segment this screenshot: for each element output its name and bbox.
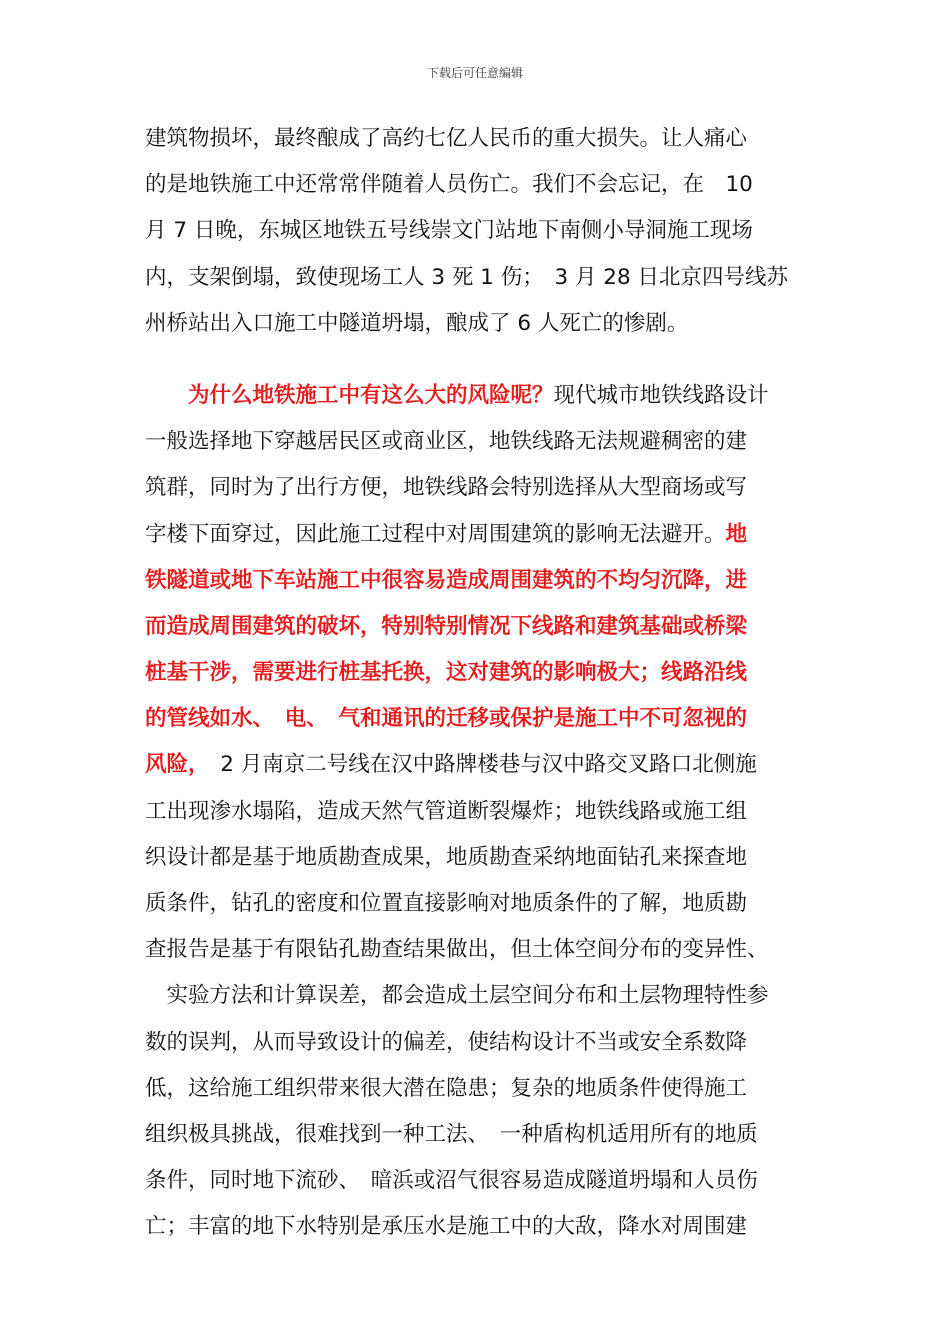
text-line	[145, 255, 810, 301]
text-line	[145, 558, 810, 604]
body-text: 亡；丰富的地下水特别是承压水是施工中的大敌，降水对周围建	[145, 1214, 748, 1240]
highlighted-text: 地	[725, 521, 748, 547]
text-line	[145, 696, 810, 742]
highlighted-text: 铁隧道或地下车站施工中很容易造成周围建筑的不均匀沉降，进	[145, 567, 748, 593]
body-text: 工出现渗水塌陷，造成天然气管道断裂爆炸；地铁线路或施工组	[145, 798, 748, 824]
highlighted-text: 为什么地铁施工中有这么大的风险呢？	[145, 382, 554, 408]
body-text: 建筑物损坏，最终酿成了高约七亿人民币的重大损失。让人痛心	[145, 126, 748, 151]
document-body	[145, 116, 810, 1251]
body-text: 查报告是基于有限钻孔勘查结果做出，但土体空间分布的变异性、	[145, 937, 769, 963]
body-text: 数的误判，从而导致设计的偏差，使结构设计不当或安全系数降	[145, 1029, 748, 1055]
text-line	[145, 973, 810, 1019]
text-line	[145, 881, 810, 927]
body-text: 质条件，钻孔的密度和位置直接影响对地质条件的了解，地质勘	[145, 891, 748, 916]
text-line	[145, 116, 810, 162]
text-line	[145, 512, 810, 558]
body-text: 字楼下面穿过，因此施工过程中对周围建筑的影响无法避开。	[145, 521, 726, 547]
body-text: 筑群，同时为了出行方便，地铁线路会特别选择从大型商场或写	[145, 475, 748, 501]
paragraph-2	[145, 373, 810, 1251]
text-line	[145, 208, 810, 254]
text-line	[145, 1112, 810, 1158]
body-text: 一般选择地下穿越居民区或商业区，地铁线路无法规避稠密的建	[145, 429, 748, 455]
body-text: 现代城市地铁线路设计	[553, 382, 769, 408]
paragraph-1	[145, 116, 810, 347]
text-line	[145, 789, 810, 835]
text-line	[145, 650, 810, 696]
body-text: 内，支架倒塌，致使现场工人 3 死 1 伤； 3 月 28 日北京四号线苏	[145, 264, 788, 290]
body-text: 低，这给施工组织带来很大潜在隐患；复杂的地质条件使得施工	[145, 1075, 748, 1101]
body-text: 的是地铁施工中还常常伴随着人员伤亡。我们不会忘记，在 10	[145, 172, 753, 198]
highlighted-text: 而造成周围建筑的破坏，特别特别情况下线路和建筑基础或桥梁	[145, 613, 748, 639]
text-line	[145, 1020, 810, 1066]
body-text: 织设计都是基于地质勘查成果，地质勘查采纳地面钻孔来探查地	[145, 844, 748, 870]
body-text: 月 7 日晚，东城区地铁五号线崇文门站地下南侧小导洞施工现场	[145, 218, 753, 244]
highlighted-text: 桩基干涉，需要进行桩基托换，这对建筑的影响极大；线路沿线	[145, 660, 748, 686]
text-line	[145, 604, 810, 650]
text-line	[145, 373, 810, 419]
body-text: 2 月南京二号线在汉中路牌楼巷与汉中路交叉路口北侧施	[198, 752, 757, 778]
text-line	[145, 742, 810, 788]
text-line	[145, 301, 810, 347]
text-line	[145, 1066, 810, 1112]
text-line	[145, 419, 810, 465]
body-text: 州桥站出入口施工中隧道坍塌，酿成了 6 人死亡的惨剧。	[145, 310, 689, 336]
highlighted-text: 风险，	[145, 752, 199, 778]
paragraph-gap	[145, 347, 810, 373]
text-line	[145, 1204, 810, 1250]
body-text: 实验方法和计算误差，都会造成土层空间分布和土层物理特性参	[145, 983, 769, 1009]
highlighted-text: 的管线如水、 电、 气和通讯的迁移或保护是施工中不可忽视的	[145, 706, 748, 732]
text-line	[145, 927, 810, 973]
text-line	[145, 1158, 810, 1204]
text-line	[145, 162, 810, 208]
text-line	[145, 465, 810, 511]
text-line	[145, 835, 810, 881]
page-header: 下载后可任意编辑	[426, 66, 523, 80]
body-text: 组织极具挑战，很难找到一种工法、 一种盾构机适用所有的地质	[145, 1121, 758, 1147]
body-text: 条件，同时地下流砂、 暗浜或沼气很容易造成隧道坍塌和人员伤	[145, 1168, 758, 1194]
